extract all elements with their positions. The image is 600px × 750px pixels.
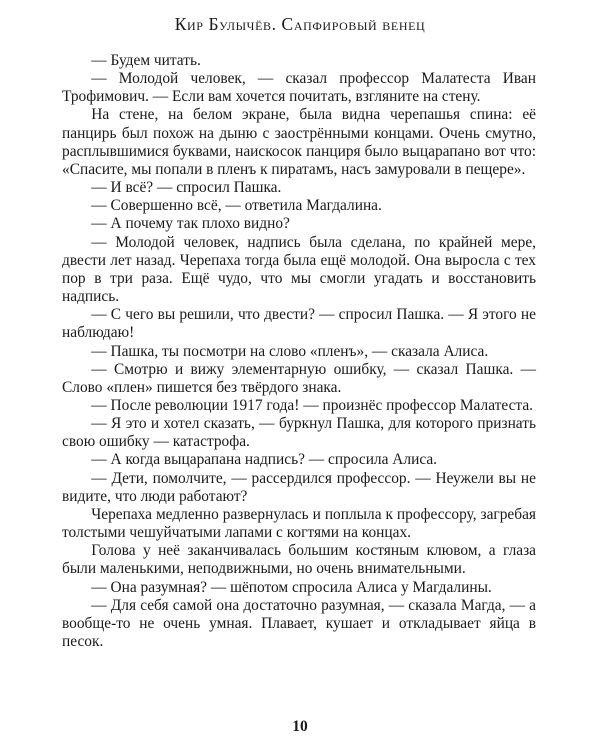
paragraph: — После революции 1917 года! — произнёс профессор Малатеста. [91,396,534,414]
body-text [62,52,536,651]
paragraph: — Молодой человек, — сказал профессор Малатеста Иван Трофимович. — Если вам хочется почитать, взгляните на стену. [62,70,536,106]
running-title: Кир Булычёв. Сапфировый венец [174,14,426,34]
paragraph: — Будем читать. [91,52,201,69]
page-number: 10 [292,718,308,735]
paragraph: Черепаха медленно развернулась и поплыла к профессору, загребая толстыми чешуйчатыми лапами с когтями на концах. [62,505,536,542]
paragraph: — Я это и хотел сказать, — буркнул Пашка, для которого признать свою ошибку — катастрофа. [62,415,536,451]
paragraph: На стене, на белом экране, была видна черепашья спина: её панцирь был похож на дыню с заострёнными концами. Очень смутно, расплывшимися буквами, наискосок панциря было выцарапано вот что: «Спасите, мы попали в пленъ к пиратамъ, насъ замуровали в пещере». [62,106,536,178]
paragraph: — А когда выцарапана надпись? — спросила Алиса. [91,451,438,469]
paragraph: — Молодой человек, надпись была сделана, по крайней мере, двести лет назад. Черепаха тогда была ещё молодой. Она выросла с тех пор в три раза. Ещё чудо, что мы смогли угадать и восстановить надпись. [62,233,536,306]
paragraph: — Дети, помолчите, — рассердился профессор. — Неужели вы не видите, что люди работают? [62,469,536,505]
paragraph: — Смотрю и вижу элементарную ошибку, — сказал Пашка. — Слово «плен» пишется без твёрдого знака. [62,360,536,396]
paragraph: — Для себя самой она достаточно разумная, — сказала Магда, — а вообще-то не очень умная. Плавает, кушает и откладывает яйца в песок. [62,596,536,650]
paragraph: — Совершенно всё, — ответила Магдалина. [91,197,382,215]
paragraph: — Пашка, ты посмотри на слово «пленъ», — сказала Алиса. [91,342,489,360]
paragraph: Голова у неё заканчивалась большим костяным клювом, а глаза были маленькими, неподвижными, но очень внимательными. [62,542,536,578]
paragraph: — С чего вы решили, что двести? — спросил Пашка. — Я этого не наблюдаю! [62,306,536,342]
paragraph: — А почему так плохо видно? [91,215,290,233]
paragraph: — Она разумная? — шёпотом спросила Алиса у Магдалины. [91,578,492,596]
paragraph: — И всё? — спросил Пашка. [91,179,282,197]
